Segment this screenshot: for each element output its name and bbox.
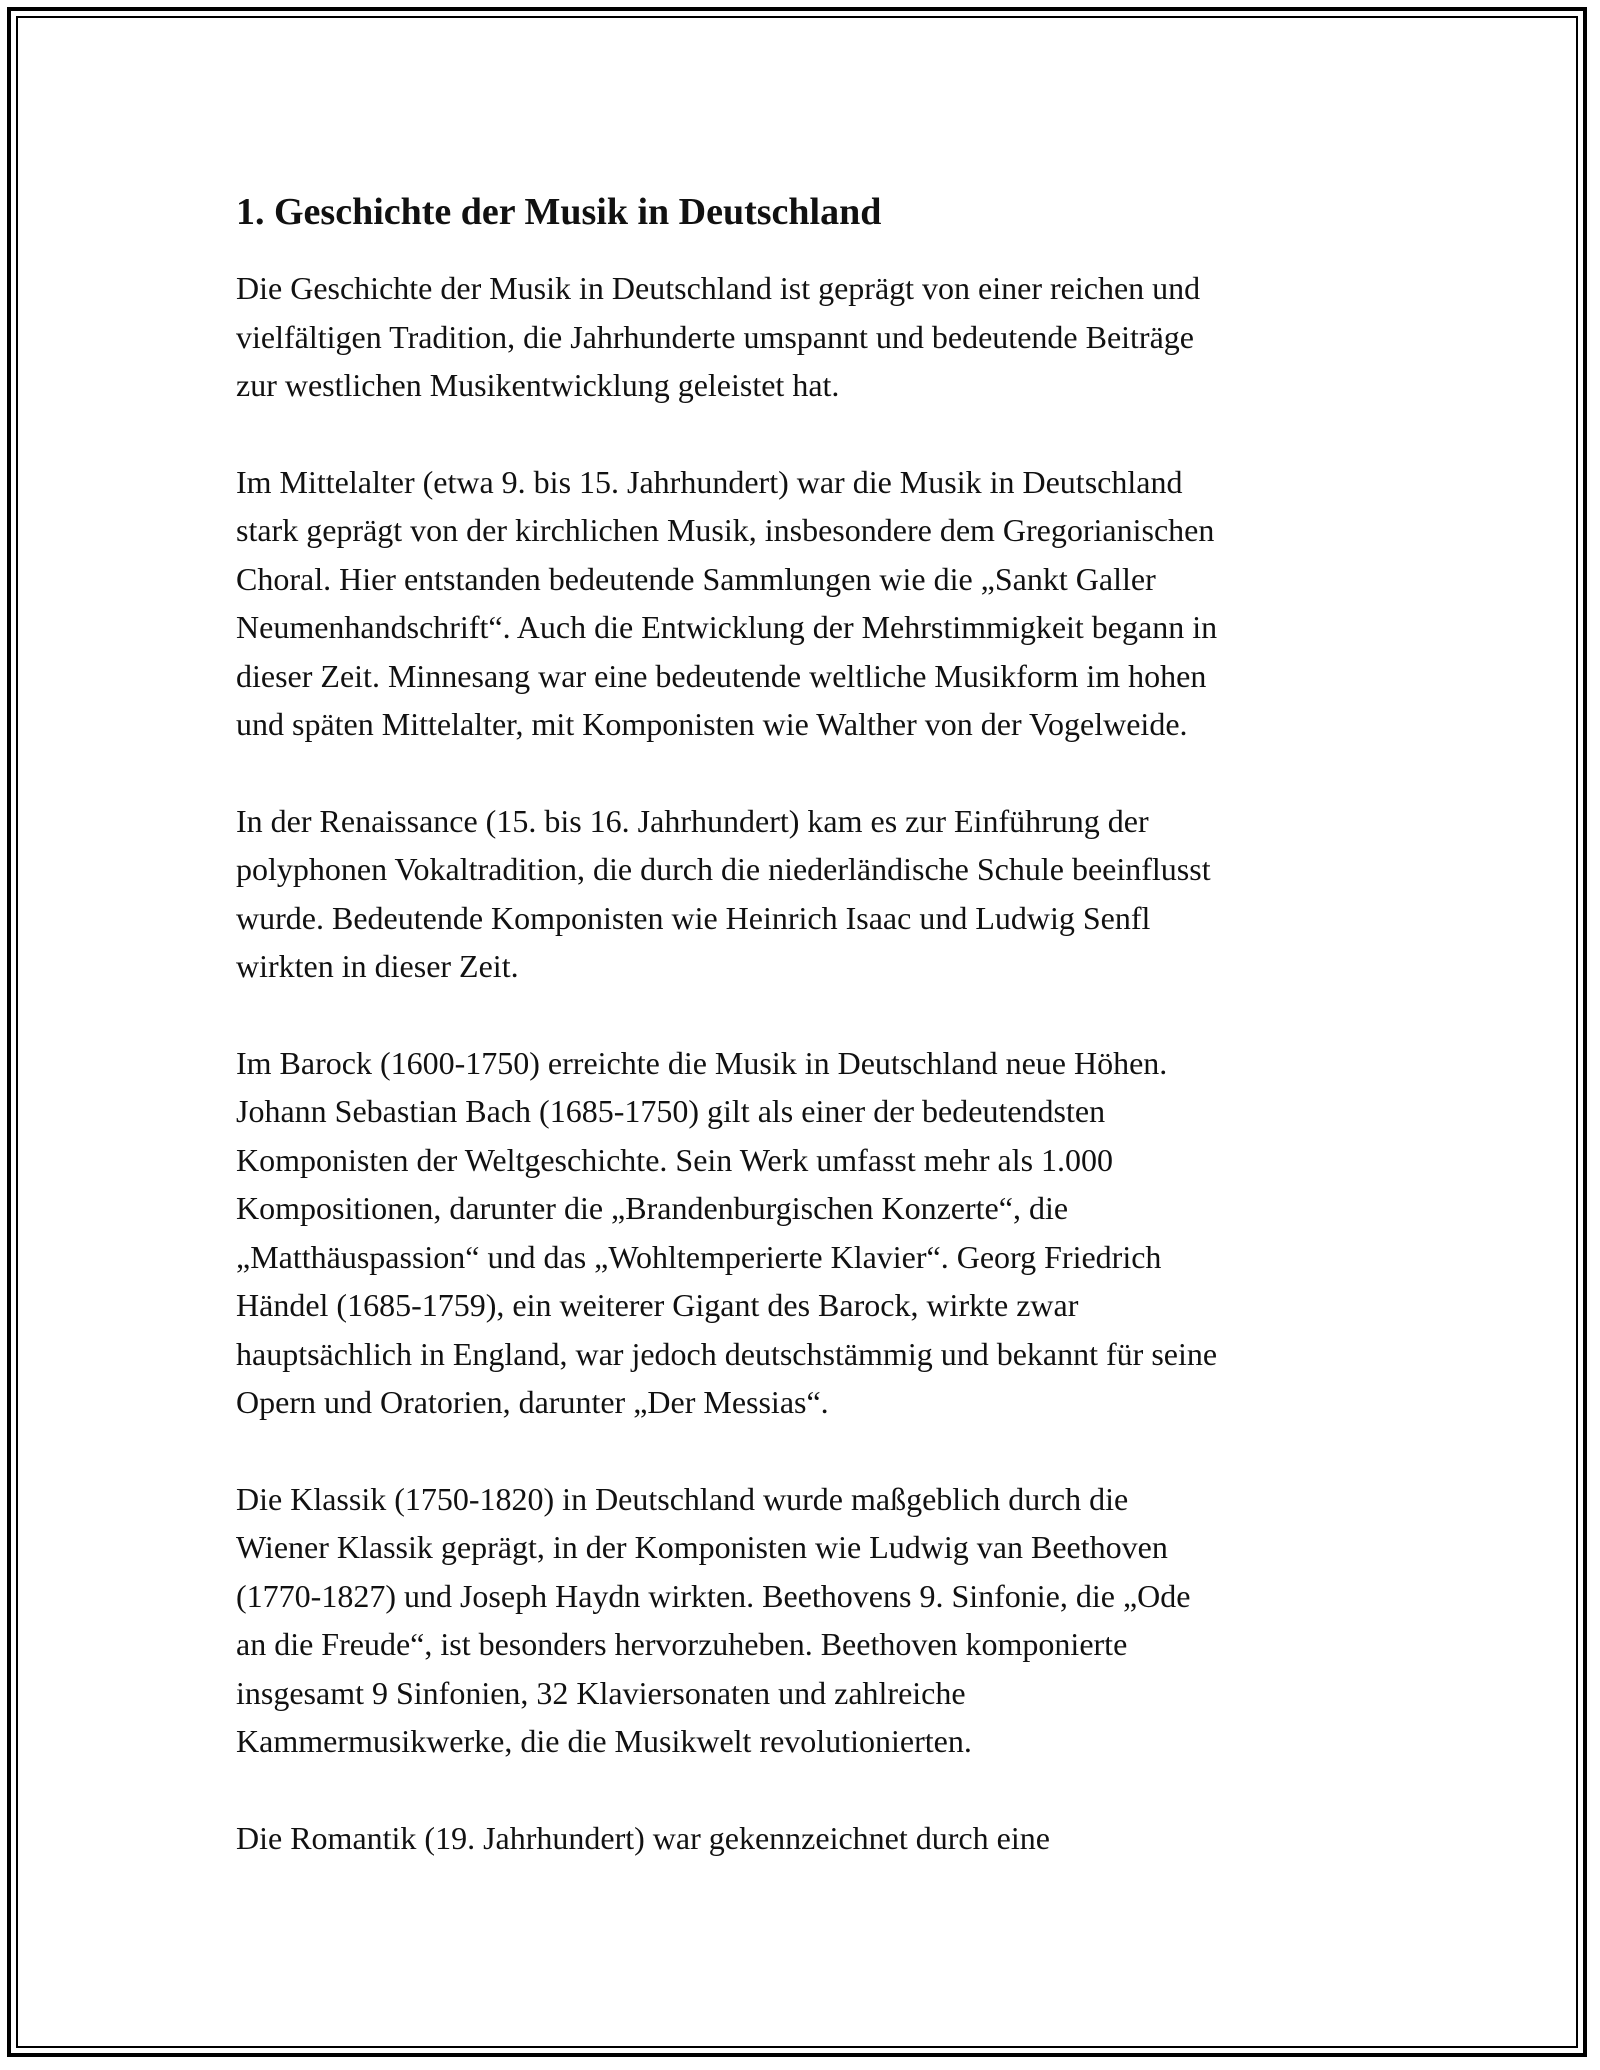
paragraph-line: wirkten in dieser Zeit. [236, 948, 519, 984]
paragraph [236, 264, 1366, 410]
paragraph-line: Kompositionen, darunter die „Brandenburgischen Konzerte“, die [236, 1190, 1069, 1226]
paragraph-line: und späten Mittelalter, mit Komponisten wie Walther von der Vogelweide. [236, 706, 1188, 742]
paragraph-line: an die Freude“, ist besonders hervorzuheben. Beethoven komponierte [236, 1626, 1128, 1662]
paragraph-line: Neumenhandschrift“. Auch die Entwicklung der Mehrstimmigkeit begann in [236, 609, 1218, 645]
section-heading: 1. Geschichte der Musik in Deutschland [236, 191, 882, 233]
paragraph-line: Wiener Klassik geprägt, in der Komponisten wie Ludwig van Beethoven [236, 1529, 1168, 1565]
paragraph-line: Im Barock (1600-1750) erreichte die Musik in Deutschland neue Höhen. [236, 1044, 1168, 1081]
paragraph-line: insgesamt 9 Sinfonien, 32 Klaviersonaten und zahlreiche [236, 1674, 966, 1711]
paragraph-line: Die Romantik (19. Jahrhundert) war gekennzeichnet durch eine [236, 1819, 1050, 1856]
paragraph-line: zur westlichen Musikentwicklung geleistet hat. [236, 367, 840, 403]
paragraph-line: Im Mittelalter (etwa 9. bis 15. Jahrhundert) war die Musik in Deutschland [236, 463, 1183, 500]
paragraph-line: dieser Zeit. Minnesang war eine bedeutende weltliche Musikform im hohen [236, 657, 1207, 694]
paragraph-line: polyphonen Vokaltradition, die durch die niederländische Schule beeinflusst [236, 851, 1211, 887]
paragraph-line: Die Geschichte der Musik in Deutschland ist geprägt von einer reichen und [236, 270, 1201, 306]
paragraph-line: wurde. Bedeutende Komponisten wie Heinrich Isaac und Ludwig Senfl [236, 899, 1151, 936]
paragraph [236, 458, 1366, 749]
paragraph-line: stark geprägt von der kirchlichen Musik, insbesondere dem Gregorianischen [236, 512, 1215, 548]
paragraph-line: Choral. Hier entstanden bedeutende Sammlungen wie die „Sankt Galler [236, 560, 1156, 597]
paragraph-line: Händel (1685-1759), ein weiterer Gigant des Barock, wirkte zwar [236, 1287, 1079, 1323]
paragraph [236, 797, 1366, 991]
paragraph-line: Kammermusikwerke, die die Musikwelt revolutionierten. [236, 1723, 972, 1759]
paragraph-line: vielfältigen Tradition, die Jahrhunderte umspannt und bedeutende Beiträge [236, 318, 1194, 355]
paragraph [236, 1475, 1366, 1766]
paragraph-line: In der Renaissance (15. bis 16. Jahrhundert) kam es zur Einführung der [236, 802, 1149, 839]
paragraph-line: „Matthäuspassion“ und das „Wohltemperierte Klavier“. Georg Friedrich [236, 1238, 1162, 1275]
paragraph-line: Johann Sebastian Bach (1685-1750) gilt als einer der bedeutendsten [236, 1093, 1106, 1129]
paragraph-container [236, 264, 1366, 1862]
paragraph [236, 1814, 1366, 1863]
paragraph [236, 1039, 1366, 1427]
document-body [236, 186, 1366, 1910]
paragraph-line: hauptsächlich in England, war jedoch deutschstämmig und bekannt für seine [236, 1335, 1218, 1372]
paragraph-line: (1770-1827) und Joseph Haydn wirkten. Beethovens 9. Sinfonie, die „Ode [236, 1577, 1191, 1614]
paragraph-line: Komponisten der Weltgeschichte. Sein Werk umfasst mehr als 1.000 [236, 1141, 1114, 1178]
paragraph-line: Opern und Oratorien, darunter „Der Messias“. [236, 1384, 829, 1420]
paragraph-line: Die Klassik (1750-1820) in Deutschland wurde maßgeblich durch die [236, 1480, 1129, 1517]
